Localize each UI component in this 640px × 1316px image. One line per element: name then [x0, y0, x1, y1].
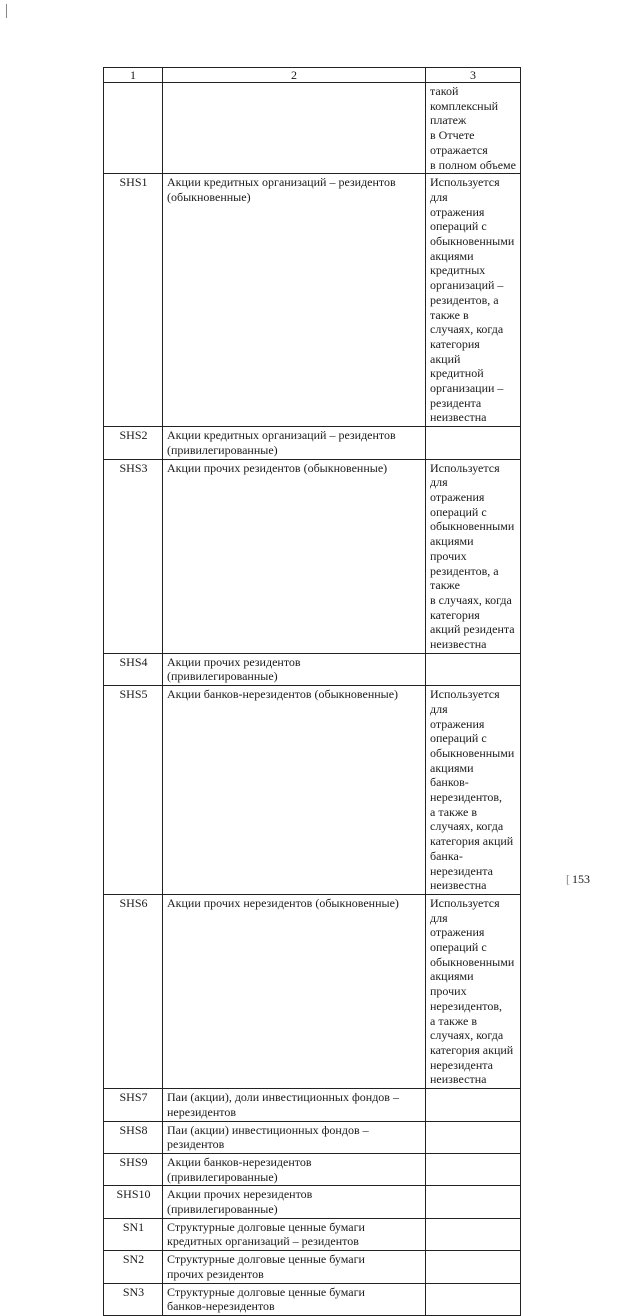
code-cell: SHS8: [104, 1121, 163, 1153]
note-cell: такой комплексный платеж в Отчете отражается в полном объеме: [426, 83, 521, 174]
table-row: [104, 1121, 521, 1153]
name-cell: Акции банков-нерезидентов (обыкновенные): [163, 686, 426, 895]
code-cell: SN3: [104, 1283, 163, 1315]
page-bracket-mark: [: [566, 872, 570, 886]
code-cell: SHS9: [104, 1153, 163, 1185]
table-row: [104, 1153, 521, 1185]
note-cell: [426, 1283, 521, 1315]
code-cell: SHS7: [104, 1089, 163, 1121]
page-number-text: 153: [572, 872, 590, 886]
table-row: [104, 459, 521, 653]
note-cell: [426, 1218, 521, 1250]
name-cell: Акции прочих нерезидентов (привилегированные): [163, 1186, 426, 1218]
name-cell: Акции прочих резидентов (привилегированные): [163, 653, 426, 685]
code-cell: SHS4: [104, 653, 163, 685]
note-cell: [426, 427, 521, 459]
name-cell: Акции кредитных организаций – резидентов (обыкновенные): [163, 174, 426, 427]
note-cell: [426, 1251, 521, 1283]
note-cell: Используется для отражения операций с обыкновенными акциями прочих резидентов, а также в случаях, когда категория акций резидента неизвестна: [426, 459, 521, 653]
note-cell: [426, 653, 521, 685]
name-cell: Структурные долговые ценные бумаги банков-нерезидентов: [163, 1283, 426, 1315]
note-cell: [426, 1153, 521, 1185]
table-row: [104, 83, 521, 174]
code-cell: SHS2: [104, 427, 163, 459]
note-cell: [426, 1089, 521, 1121]
note-cell: [426, 1186, 521, 1218]
note-cell: [426, 1121, 521, 1153]
code-cell: SHS10: [104, 1186, 163, 1218]
name-cell: Паи (акции), доли инвестиционных фондов – нерезидентов: [163, 1089, 426, 1121]
column-header-3: 3: [426, 68, 521, 83]
name-cell: Акции прочих нерезидентов (обыкновенные): [163, 894, 426, 1088]
code-cell: SHS3: [104, 459, 163, 653]
name-cell: Акции кредитных организаций – резидентов (привилегированные): [163, 427, 426, 459]
header-row: [104, 68, 521, 83]
table-row: [104, 1283, 521, 1315]
scan-margin-mark: [6, 4, 7, 18]
column-header-1: 1: [104, 68, 163, 83]
name-cell: Паи (акции) инвестиционных фондов – резидентов: [163, 1121, 426, 1153]
column-header-2: 2: [163, 68, 426, 83]
name-cell: Структурные долговые ценные бумаги кредитных организаций – резидентов: [163, 1218, 426, 1250]
note-cell: Используется для отражения операций с обыкновенными акциями кредитных организаций – резидентов, а также в случаях, когда категория акций кредитной организации – резидента неизвестна: [426, 174, 521, 427]
code-cell: SHS6: [104, 894, 163, 1088]
table-row: [104, 1186, 521, 1218]
code-cell: [104, 83, 163, 174]
table-row: [104, 174, 521, 427]
page-number: [566, 872, 590, 887]
table-row: [104, 1251, 521, 1283]
table-row: [104, 1218, 521, 1250]
table-row: [104, 894, 521, 1088]
note-cell: Используется для отражения операций с обыкновенными акциями прочих нерезидентов, а также в случаях, когда категория акций нерезидента неизвестна: [426, 894, 521, 1088]
code-cell: SN2: [104, 1251, 163, 1283]
table-row: [104, 686, 521, 895]
name-cell: [163, 83, 426, 174]
table-body: [104, 83, 521, 1316]
name-cell: Акции банков-нерезидентов (привилегированные): [163, 1153, 426, 1185]
name-cell: Структурные долговые ценные бумаги прочих резидентов: [163, 1251, 426, 1283]
code-cell: SHS5: [104, 686, 163, 895]
note-cell: Используется для отражения операций с обыкновенными акциями банков-нерезидентов, а также в случаях, когда категория акций банка- нерезидента неизвестна: [426, 686, 521, 895]
table-row: [104, 1089, 521, 1121]
table-row: [104, 427, 521, 459]
codes-table: [103, 67, 521, 1316]
table-row: [104, 653, 521, 685]
name-cell: Акции прочих резидентов (обыкновенные): [163, 459, 426, 653]
code-cell: SN1: [104, 1218, 163, 1250]
code-cell: SHS1: [104, 174, 163, 427]
